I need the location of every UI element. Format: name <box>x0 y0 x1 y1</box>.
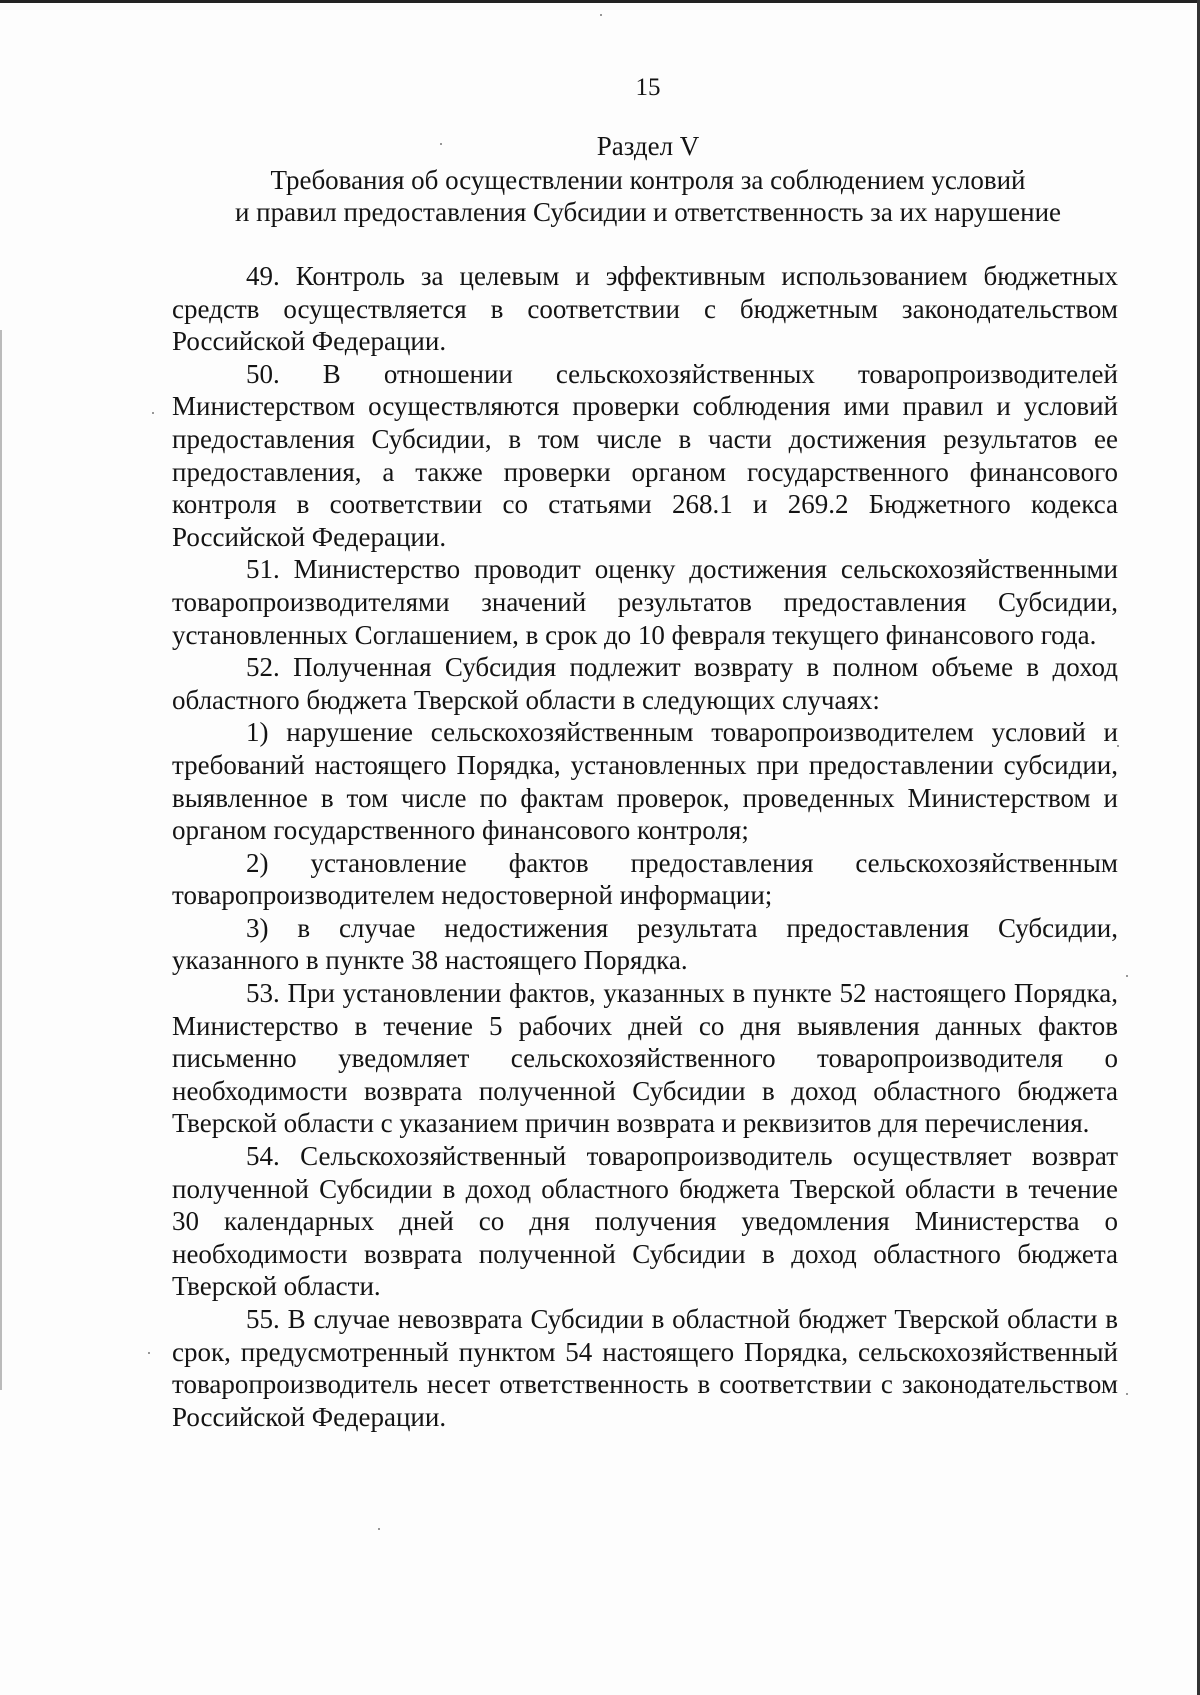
scan-speck <box>600 14 602 16</box>
scan-speck <box>148 1352 150 1354</box>
paragraph-49: 49. Контроль за целевым и эффективным использованием бюджетных средств осуществляется в соответствии с бюджетным законодательством Российской Федерации. <box>172 261 1118 357</box>
paragraph-50: 50. В отношении сельскохозяйственных товаропроизводителей Министерством осуществляются проверки соблюдения ими правил и условий предоставления Субсидии, в том числе в части достижения результатов ее предоставления, а также проверки органом государственного финансового контроля в соответствии со статьями 268.1 и 269.2 Бюджетного кодекса Российской Федерации. <box>172 358 1118 552</box>
section-title-line-1: Требования об осуществлении контроля за соблюдением условий <box>270 165 1026 195</box>
section-title-line-2: и правил предоставления Субсидии и ответственность за их нарушение <box>234 197 1062 227</box>
scan-speck <box>152 412 154 414</box>
scan-speck <box>1126 1393 1128 1395</box>
scan-edge-left <box>0 330 2 1390</box>
page-number: 15 <box>635 74 661 101</box>
paragraph-52-item-1: 1) нарушение сельскохозяйственным товаропроизводителем условий и требований настоящего Порядка, установленных при предоставлении субсидии, выявленное в том числе по фактам проверок, проведенных Министерством и органом государственного финансового контроля; <box>172 717 1118 846</box>
section-heading: Раздел V <box>596 131 700 161</box>
paragraph-52-item-3: 3) в случае недостижения результата предоставления Субсидии, указанного в пункте 38 настоящего Порядка. <box>172 912 1118 976</box>
paragraph-53: 53. При установлении фактов, указанных в пункте 52 настоящего Порядка, Министерство в течение 5 рабочих дней со дня выявления данных фактов письменно уведомляет сельскохозяйственного товаропроизводителя о необходимости возврата полученной Субсидии в доход областного бюджета Тверской области с указанием причин возврата и реквизитов для перечисления. <box>172 978 1118 1139</box>
paragraph-54: 54. Сельскохозяйственный товаропроизводитель осуществляет возврат полученной Субсидии в доход областного бюджета Тверской области в течение 30 календарных дней со дня получения уведомления Министерства о необходимости возврата полученной Субсидии в доход областного бюджета Тверской области. <box>172 1141 1118 1302</box>
paragraph-51: 51. Министерство проводит оценку достижения сельскохозяйственными товаропроизводителями значений результатов предоставления Субсидии, установленных Соглашением, в срок до 10 февраля текущего финансового года. <box>172 554 1118 650</box>
scan-edge-top <box>0 0 1200 3</box>
section-title <box>195 164 1101 228</box>
paragraph-55: 55. В случае невозврата Субсидии в областной бюджет Тверской области в срок, предусмотренный пунктом 54 настоящего Порядка, сельскохозяйственный товаропроизводитель несет ответственность в соответствии с законодательством Российской Федерации. <box>172 1304 1118 1432</box>
paragraph-52: 52. Полученная Субсидия подлежит возврату в полном объеме в доход областного бюджета Тверской области в следующих случаях: <box>172 652 1118 715</box>
scan-speck <box>378 1528 380 1530</box>
section-body <box>172 260 1118 1433</box>
paragraph-52-item-2: 2) установление фактов предоставления сельскохозяйственным товаропроизводителем недостоверной информации; <box>172 847 1118 911</box>
scan-speck <box>1126 975 1128 977</box>
